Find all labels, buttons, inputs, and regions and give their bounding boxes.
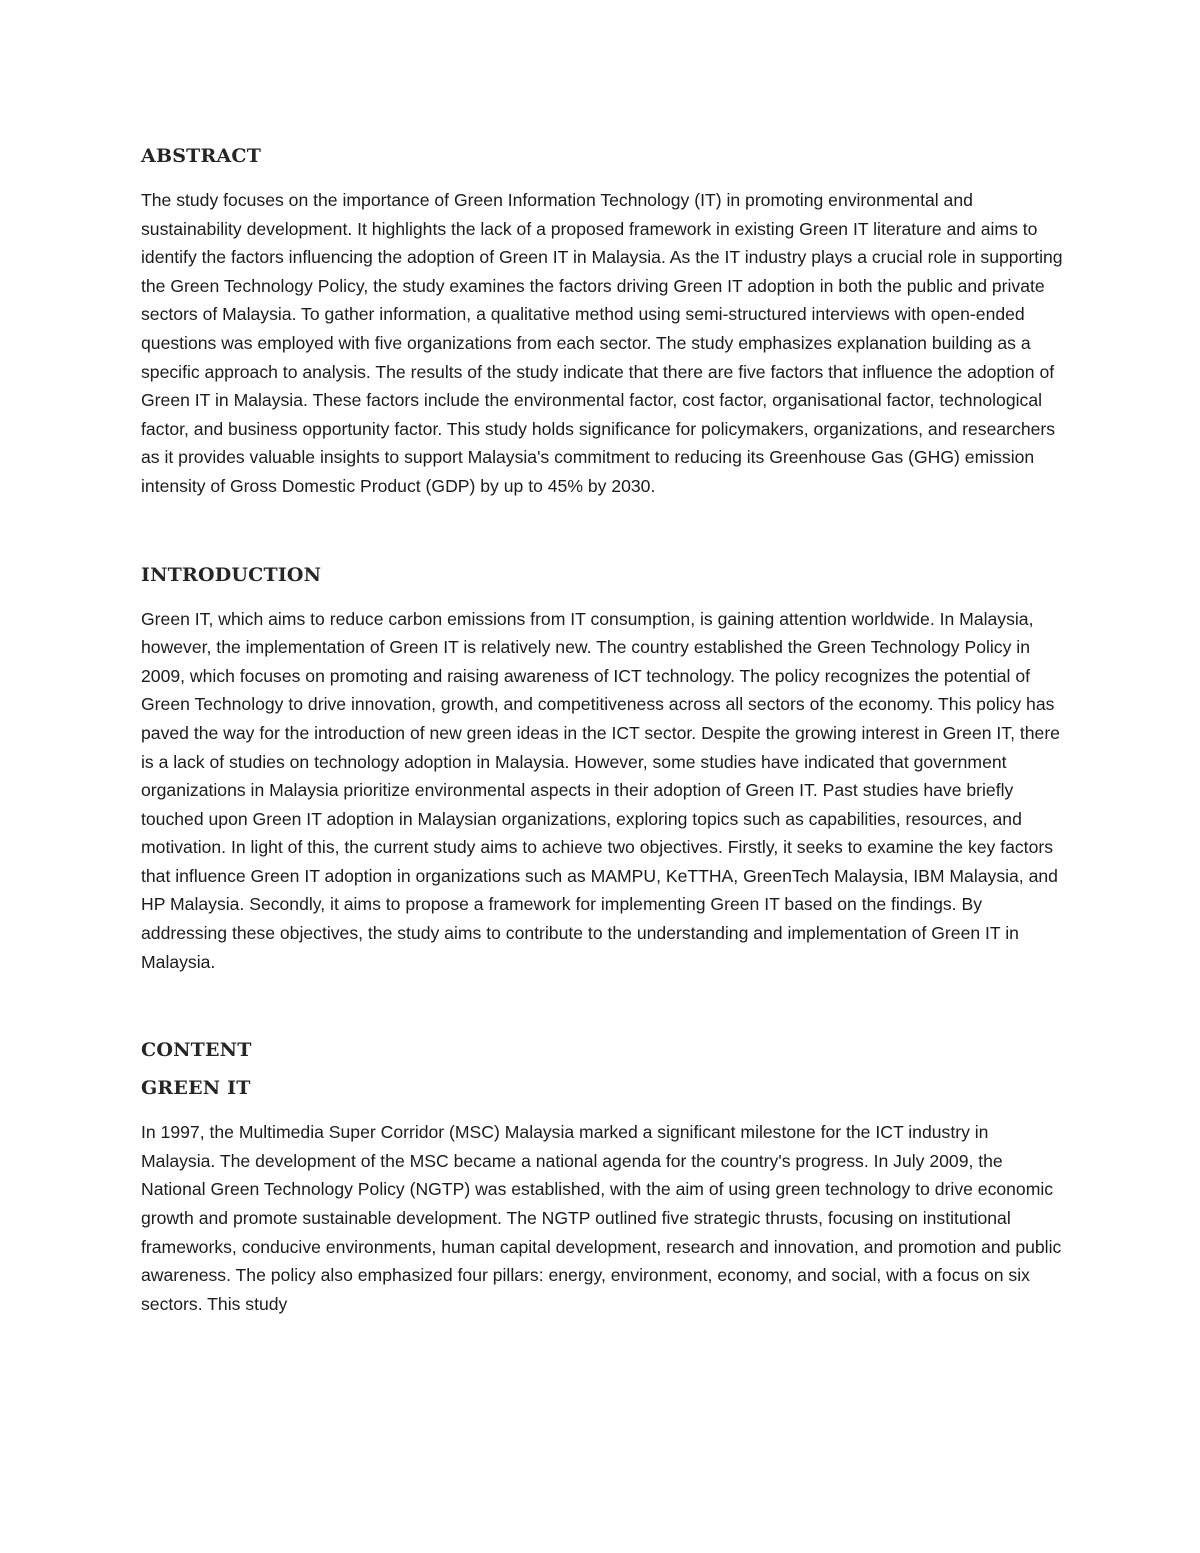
green-it-paragraph: In 1997, the Multimedia Super Corridor (MSC) Malaysia marked a significant milestone for the ICT industry in Malaysia. The development of the MSC became a national agenda for the country's progress. In July 2009, the National Green Technology Policy (NGTP) was established, with the aim of using green technology to drive economic growth and promote sustainable development. The NGTP outlined five strategic thrusts, focusing on institutional frameworks, conducive environments, human capital development, research and innovation, and promotion and public awareness. The policy also emphasized four pillars: energy, environment, economy, and social, with a focus on six sectors. This study [141,1122,1062,1314]
introduction-heading: INTRODUCTION [141,563,322,586]
abstract-heading: ABSTRACT [141,145,262,167]
abstract-paragraph: The study focuses on the importance of Green Information Technology (IT) in promoting environmental and sustainability development. It highlights the lack of a proposed framework in existing Green IT literature and aims to identify the factors influencing the adoption of Green IT in Malaysia. As the IT industry plays a crucial role in supporting the Green Technology Policy, the study examines the factors driving Green IT adoption in both the public and private sectors of Malaysia. To gather information, a qualitative method using semi-structured interviews with open-ended questions was employed with five organizations from each sector. The study emphasizes explanation building as a specific approach to analysis. The results of the study indicate that there are five factors that influence the adoption of Green IT in Malaysia. These factors include the environmental factor, cost factor, organisational factor, technological factor, and business opportunity factor. This study holds significance for policymakers, organizations, and researchers as it provides valuable insights to support Malaysia's commitment to reducing its Greenhouse Gas (GHG) emission intensity of Gross Domestic Product (GDP) by up to 45% by 2030. [141,190,1063,496]
content-heading: CONTENT [141,1039,252,1062]
introduction-paragraph: Green IT, which aims to reduce carbon emissions from IT consumption, is gaining attention worldwide. In Malaysia, however, the implementation of Green IT is relatively new. The country established the Green Technology Policy in 2009, which focuses on promoting and raising awareness of ICT technology. The policy recognizes the potential of Green Technology to drive innovation, growth, and competitiveness across all sectors of the economy. This policy has paved the way for the introduction of new green ideas in the ICT sector. Despite the growing interest in Green IT, there is a lack of studies on technology adoption in Malaysia. However, some studies have indicated that government organizations in Malaysia prioritize environmental aspects in their adoption of Green IT. Past studies have briefly touched upon Green IT adoption in Malaysian organizations, exploring topics such as capabilities, resources, and motivation. In light of this, the current study aims to achieve two objectives. Firstly, it seeks to examine the key factors that influence Green IT adoption in organizations such as MAMPU, KeTTHA, GreenTech Malaysia, IBM Malaysia, and HP Malaysia. Secondly, it aims to propose a framework for implementing Green IT based on the findings. By addressing these objectives, the study aims to contribute to the understanding and implementation of Green IT in Malaysia. [141,608,1060,972]
green-it-subheading: GREEN IT [141,1077,251,1100]
document-body [141,140,1066,1318]
